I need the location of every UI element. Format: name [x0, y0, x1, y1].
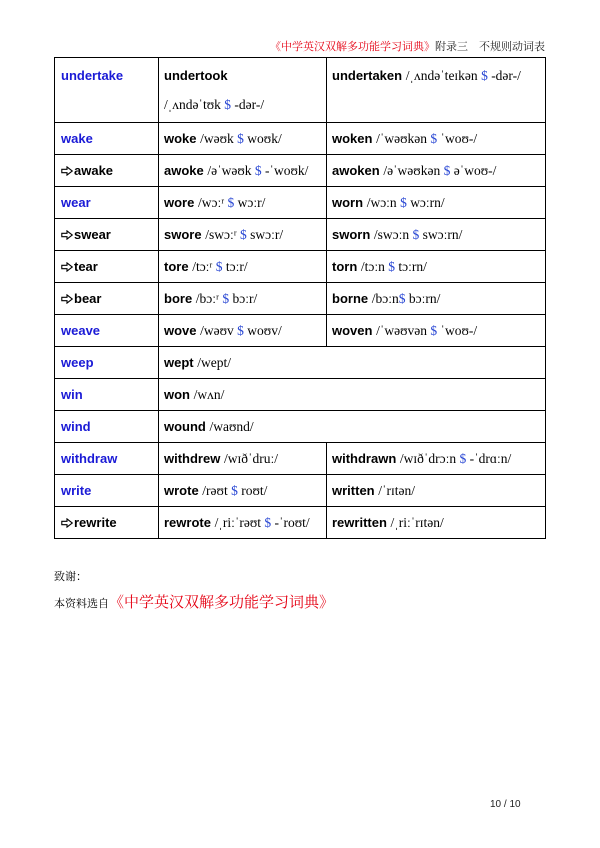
past-participle-cell: [327, 283, 546, 315]
inflected-word: borne: [332, 290, 369, 306]
pronunciation: [164, 97, 323, 113]
base-form-cell: [55, 155, 159, 187]
headword: awake: [74, 162, 114, 178]
inflected-word: woven: [332, 322, 373, 338]
past-participle-cell: [327, 58, 546, 123]
inflected-word: withdrew: [164, 450, 221, 466]
us-pronunciation-marker: $: [264, 514, 272, 530]
headword: weave: [61, 322, 101, 338]
past-tense-cell: [159, 315, 327, 347]
arrow-right-icon: [61, 230, 73, 240]
pronunciation: [200, 323, 282, 338]
pronunciation-uk: /waʊnd/: [209, 418, 254, 434]
past-tense-cell: [159, 283, 327, 315]
past-and-participle-cell: [159, 347, 546, 379]
verb-row-rewrite: [55, 507, 546, 539]
pronunciation: [192, 259, 247, 274]
irregular-verb-table: [54, 57, 546, 539]
pronunciation: [378, 483, 415, 498]
pronunciation-uk: /wɔːn: [366, 194, 401, 210]
pronunciation-uk: /ˌʌndəˈteɪkən: [405, 68, 482, 83]
past-participle-cell: [327, 155, 546, 187]
base-form-cell: [55, 283, 159, 315]
inflected-word: wept: [164, 354, 194, 370]
verb-row-win: [55, 379, 546, 411]
pronunciation-uk: /wəʊk: [200, 130, 238, 146]
us-pronunciation-marker: $: [237, 130, 244, 146]
headword: win: [61, 386, 83, 402]
pronunciation: [197, 355, 231, 370]
pronunciation: [406, 68, 521, 83]
pronunciation-uk: /wɪðˈdruː/: [223, 450, 278, 466]
past-participle-cell: [327, 187, 546, 219]
pronunciation-uk: /ˌʌndəˈtʊk: [164, 97, 225, 112]
arrow-right-icon: [61, 518, 73, 528]
inflected-word: sworn: [332, 226, 371, 242]
pronunciation: [391, 515, 444, 530]
pronunciation: [198, 195, 265, 210]
pronunciation-uk: /wɔːʳ: [197, 194, 228, 210]
base-form-cell: [55, 219, 159, 251]
inflected-word: written: [332, 482, 375, 498]
page-header: [270, 40, 545, 54]
past-participle-cell: [327, 443, 546, 475]
past-participle-cell: [327, 475, 546, 507]
past-participle-cell: [327, 123, 546, 155]
past-tense-cell: [159, 443, 327, 475]
us-pronunciation-marker: $: [237, 322, 244, 338]
past-participle-cell: [327, 251, 546, 283]
inflected-word: worn: [332, 194, 364, 210]
us-pronunciation-marker: $: [430, 322, 438, 338]
pronunciation-us: woʊv/: [243, 322, 282, 338]
arrow-right-icon: [61, 294, 73, 304]
pronunciation-uk: /wəʊv: [200, 322, 238, 338]
headword: wind: [61, 418, 91, 434]
headword: withdraw: [61, 450, 118, 466]
verb-row-wear: [55, 187, 546, 219]
pronunciation-us: wɔːrn/: [406, 194, 445, 210]
us-pronunciation-marker: $: [400, 194, 407, 210]
past-tense-cell: [159, 219, 327, 251]
headword: write: [61, 482, 92, 498]
header-book-title: 《中学英汉双解多功能学习词典》: [270, 41, 435, 53]
inflected-word: wrote: [164, 482, 199, 498]
base-form-cell: [55, 507, 159, 539]
acknowledgement-label: 致谢：: [54, 571, 87, 583]
past-tense-cell: [159, 58, 327, 123]
pronunciation-uk: /ˈwəʊvən: [376, 322, 431, 338]
base-form-cell: [55, 347, 159, 379]
pronunciation-uk: /ˈwəʊkən: [376, 130, 431, 146]
source-title: 《中学英汉双解多功能学习词典》: [109, 594, 335, 611]
past-tense-cell: [159, 155, 327, 187]
inflected-word: tore: [164, 258, 189, 274]
pronunciation-us: -dər-/: [487, 68, 521, 83]
source-prefix: 本资料选自: [54, 598, 109, 610]
inflected-word: rewrote: [164, 514, 211, 530]
past-participle-cell: [327, 219, 546, 251]
pronunciation: [372, 291, 441, 306]
pronunciation: [376, 323, 477, 338]
pronunciation-us: swɔːrn/: [419, 226, 463, 242]
verb-row-awake: [55, 155, 546, 187]
pronunciation-us: swɔːr/: [246, 226, 284, 242]
base-form-cell: [55, 443, 159, 475]
pronunciation: [376, 131, 477, 146]
pronunciation: [215, 515, 310, 530]
inflected-word: rewritten: [332, 514, 387, 530]
pronunciation-uk: /ˌriːˈrɪtən/: [390, 514, 444, 530]
pronunciation-uk: /tɔːn: [360, 258, 389, 274]
pronunciation-uk: /əˈwəʊk: [207, 162, 255, 178]
inflected-word: withdrawn: [332, 450, 397, 466]
pronunciation-uk: /ˌriːˈrəʊt: [214, 514, 265, 530]
base-form-cell: [55, 315, 159, 347]
pronunciation-uk: /swɔːʳ: [205, 226, 241, 242]
arrow-right-icon: [61, 166, 73, 176]
pronunciation-us: ˈwoʊ-/: [437, 130, 478, 146]
past-participle-cell: [327, 507, 546, 539]
verb-row-write: [55, 475, 546, 507]
us-pronunciation-marker: $: [481, 68, 488, 83]
pronunciation-us: -dər-/: [231, 97, 265, 112]
pronunciation-us: woʊk/: [243, 130, 282, 146]
pronunciation: [361, 259, 427, 274]
base-form-cell: [55, 251, 159, 283]
pronunciation-us: wɔːr/: [234, 194, 266, 210]
verb-row-tear: [55, 251, 546, 283]
pronunciation: [194, 387, 225, 402]
inflected-word: awoken: [332, 162, 380, 178]
page-number: 10 / 10: [490, 799, 521, 810]
pronunciation-us: ˈwoʊ-/: [437, 322, 478, 338]
pronunciation: [224, 451, 278, 466]
pronunciation-uk: /wʌn/: [193, 386, 225, 402]
pronunciation: [374, 227, 463, 242]
verb-row-wind: [55, 411, 546, 443]
headword: rewrite: [74, 514, 117, 530]
base-form-cell: [55, 58, 159, 123]
us-pronunciation-marker: $: [222, 290, 230, 306]
pronunciation-us: tɔːr/: [222, 258, 248, 274]
past-and-participle-cell: [159, 379, 546, 411]
inflected-word: undertaken: [332, 68, 403, 83]
pronunciation-us: əˈwoʊ-/: [450, 162, 497, 178]
headword: wake: [61, 130, 93, 146]
us-pronunciation-marker: $: [398, 290, 406, 306]
verb-row-weep: [55, 347, 546, 379]
us-pronunciation-marker: $: [215, 258, 223, 274]
source-note: [54, 593, 334, 614]
inflected-word: wound: [164, 418, 206, 434]
headword: bear: [74, 290, 102, 306]
pronunciation: [207, 163, 308, 178]
headword: swear: [74, 226, 111, 242]
past-tense-cell: [159, 187, 327, 219]
us-pronunciation-marker: $: [231, 482, 238, 498]
verb-row-withdraw: [55, 443, 546, 475]
pronunciation-uk: /əˈwəʊkən: [383, 162, 444, 178]
inflected-word: wove: [164, 322, 197, 338]
inflected-word: wore: [164, 194, 195, 210]
us-pronunciation-marker: $: [227, 194, 235, 210]
us-pronunciation-marker: $: [388, 258, 396, 274]
past-tense-cell: [159, 251, 327, 283]
pronunciation-uk: /ˈrɪtən/: [378, 482, 415, 498]
pronunciation: [196, 291, 257, 306]
pronunciation: [400, 451, 511, 466]
inflected-word: torn: [332, 258, 358, 274]
pronunciation-us: tɔːrn/: [395, 258, 427, 274]
pronunciation-uk: /swɔːn: [373, 226, 413, 242]
inflected-word: bore: [164, 290, 193, 306]
pronunciation: [367, 195, 445, 210]
pronunciation-uk: /bɔːn: [371, 290, 399, 306]
verb-table-body: [55, 58, 546, 539]
pronunciation-uk: /wept/: [197, 354, 231, 370]
headword: tear: [74, 258, 98, 274]
verb-row-bear: [55, 283, 546, 315]
arrow-right-icon: [61, 262, 73, 272]
inflected-word: awoke: [164, 162, 204, 178]
verb-row-wake: [55, 123, 546, 155]
us-pronunciation-marker: $: [443, 162, 451, 178]
pronunciation: [200, 131, 282, 146]
pronunciation-uk: /wɪðˈdrɔːn: [399, 450, 460, 466]
pronunciation-us: -ˈroʊt/: [271, 514, 310, 530]
us-pronunciation-marker: $: [430, 130, 438, 146]
headword: undertake: [61, 68, 124, 83]
inflected-word: swore: [164, 226, 202, 242]
us-pronunciation-marker: $: [459, 450, 467, 466]
inflected-word: woke: [164, 130, 197, 146]
past-tense-cell: [159, 123, 327, 155]
base-form-cell: [55, 123, 159, 155]
verb-row-undertake: [55, 58, 546, 123]
pronunciation: [202, 483, 267, 498]
pronunciation-us: -ˈwoʊk/: [261, 162, 309, 178]
headword: weep: [61, 354, 94, 370]
base-form-cell: [55, 475, 159, 507]
us-pronunciation-marker: $: [254, 162, 262, 178]
past-and-participle-cell: [159, 411, 546, 443]
pronunciation: [205, 227, 283, 242]
pronunciation-us: bɔːr/: [229, 290, 258, 306]
pronunciation-us: roʊt/: [237, 482, 268, 498]
inflected-word: woken: [332, 130, 373, 146]
pronunciation: [383, 163, 496, 178]
verb-row-weave: [55, 315, 546, 347]
pronunciation: [210, 419, 254, 434]
header-section-title: 附录三 不规则动词表: [435, 41, 545, 53]
us-pronunciation-marker: $: [224, 97, 232, 112]
pronunciation-us: -ˈdrɑːn/: [466, 450, 512, 466]
us-pronunciation-marker: $: [240, 226, 247, 242]
pronunciation-uk: /bɔːʳ: [195, 290, 223, 306]
pronunciation-uk: /tɔːʳ: [192, 258, 216, 274]
past-participle-cell: [327, 315, 546, 347]
headword: wear: [61, 194, 91, 210]
past-tense-cell: [159, 507, 327, 539]
us-pronunciation-marker: $: [412, 226, 420, 242]
verb-row-swear: [55, 219, 546, 251]
inflected-word: undertook: [164, 68, 228, 83]
past-tense-cell: [159, 475, 327, 507]
base-form-cell: [55, 411, 159, 443]
base-form-cell: [55, 379, 159, 411]
pronunciation-us: bɔːrn/: [405, 290, 441, 306]
base-form-cell: [55, 187, 159, 219]
inflected-word: won: [164, 386, 190, 402]
pronunciation-uk: /rəʊt: [202, 482, 232, 498]
